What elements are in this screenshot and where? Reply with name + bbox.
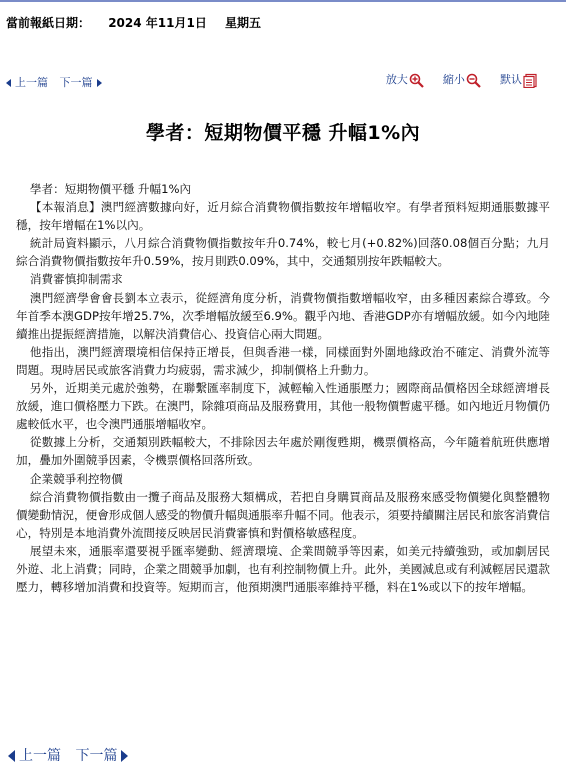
- triangle-right-icon: [121, 750, 128, 762]
- prev-article-label: 上一篇: [19, 748, 61, 764]
- zoom-default-button[interactable]: [500, 71, 538, 88]
- document-icon: [523, 73, 538, 88]
- article-paragraph: 澳門經濟學會會長劉本立表示，從經濟角度分析，消費物價指數增幅收窄，由多種因素綜合導致。今年首季本澳GDP按年增25.7%，次季增幅放緩至6.9%。觀乎內地、香港GDP亦有增幅放緩。如今內地陸續推出提振經濟措施，以解決消費信心、投資信心兩大問題。: [16, 290, 550, 341]
- article-subtitle: 學者：短期物價平穩 升幅1%內: [29, 182, 192, 196]
- prev-article-link-bottom[interactable]: [8, 748, 65, 764]
- zoom-in-icon: [409, 73, 424, 88]
- next-article-link-bottom[interactable]: [75, 748, 128, 764]
- date-label: 當前報紙日期：: [6, 16, 91, 30]
- top-border: [0, 0, 566, 2]
- prev-article-link[interactable]: [6, 76, 52, 89]
- next-article-label: 下一篇: [75, 748, 118, 764]
- next-article-label: 下一篇: [59, 76, 93, 89]
- article-paragraph: 從數據上分析，交通類別跌幅較大，不排除因去年處於剛復甦期，機票價格高，今年隨着航班供應增加，疊加外圍競爭因素，令機票價格回落所致。: [16, 435, 550, 468]
- article-paragraph: 他指出，澳門經濟環境相信保持正增長，但與香港一樣，同樣面對外圍地緣政治不確定、消費外流等問題。現時居民或旅客消費力均疲弱，需求減少，抑制價格上升動力。: [16, 344, 550, 377]
- article-headline: 學者：短期物價平穩 升幅1%內: [145, 122, 421, 144]
- section-heading: 企業競爭利控物價: [29, 471, 123, 486]
- prev-article-label: 上一篇: [15, 76, 48, 89]
- article-body: [16, 180, 550, 596]
- zoom-in-button[interactable]: [386, 71, 424, 88]
- zoom-default-label: 默认: [500, 73, 522, 87]
- zoom-out-icon: [466, 73, 481, 88]
- article-paragraph: 統計局資料顯示，八月綜合消費物價指數按年升0.74%，較七月(+0.82%)回落0.08個百分點；九月綜合消費物價指數按年升0.59%，按月則跌0.09%，其中，交通類別按年跌幅較大。: [16, 236, 550, 269]
- next-article-link[interactable]: [60, 76, 102, 89]
- section-heading: 消費審慎抑制需求: [29, 272, 123, 287]
- article-paragraph: 綜合消費物價指數由一攬子商品及服務大類構成，若把自身購買商品及服務來感受物價變化與整體物價變動情況，便會形成個人感受的物價升幅與通脹率升幅不同。他表示，須要持續關注居民和旅客消費信心，特別是本地消費外流間接反映居民消費審慎和對價格敏感程度。: [16, 489, 550, 540]
- top-nav-row: [6, 69, 560, 87]
- zoom-out-label: 縮小: [442, 73, 465, 87]
- article-paragraph: 另外，近期美元處於強勢，在聯繫匯率制度下，減輕輸入性通脹壓力；國際商品價格因全球經濟增長放緩，進口價格壓力下跌。在澳門，除雜項商品及服務費用，其他一般物價暫處平穩。如內地近月物價仍處較低水平，也令澳門通脹增幅收窄。: [16, 381, 550, 432]
- zoom-in-label: 放大: [385, 73, 408, 87]
- zoom-controls: [372, 69, 538, 88]
- triangle-left-icon: [8, 750, 15, 762]
- triangle-right-icon: [97, 79, 102, 87]
- date-bar: [6, 14, 275, 31]
- date-value: 2024 年11月1日: [108, 16, 207, 30]
- article-paragraph: 【本報消息】澳門經濟數據向好，近月綜合消費物價指數按年增幅收窄。有學者預料短期通脹數據平穩，按年增幅在1%以內。: [16, 200, 550, 233]
- triangle-left-icon: [6, 79, 11, 87]
- weekday-value: 星期五: [225, 16, 262, 30]
- article-nav-bottom: [8, 745, 138, 765]
- article-paragraph: 展望未來，通脹率還要視乎匯率變動、經濟環境、企業間競爭等因素，如美元持續強勁，或加劇居民外遊、北上消費；同時，企業之間競爭加劇，也有利控制物價上升。此外，美國減息或有利減輕居民還款壓力，轉移增加消費和投資等。短期而言，他預期澳門通脹率維持平穩，料在1%或以下的按年增幅。: [16, 543, 550, 595]
- article-nav-top: [6, 71, 110, 90]
- zoom-out-button[interactable]: [443, 71, 481, 88]
